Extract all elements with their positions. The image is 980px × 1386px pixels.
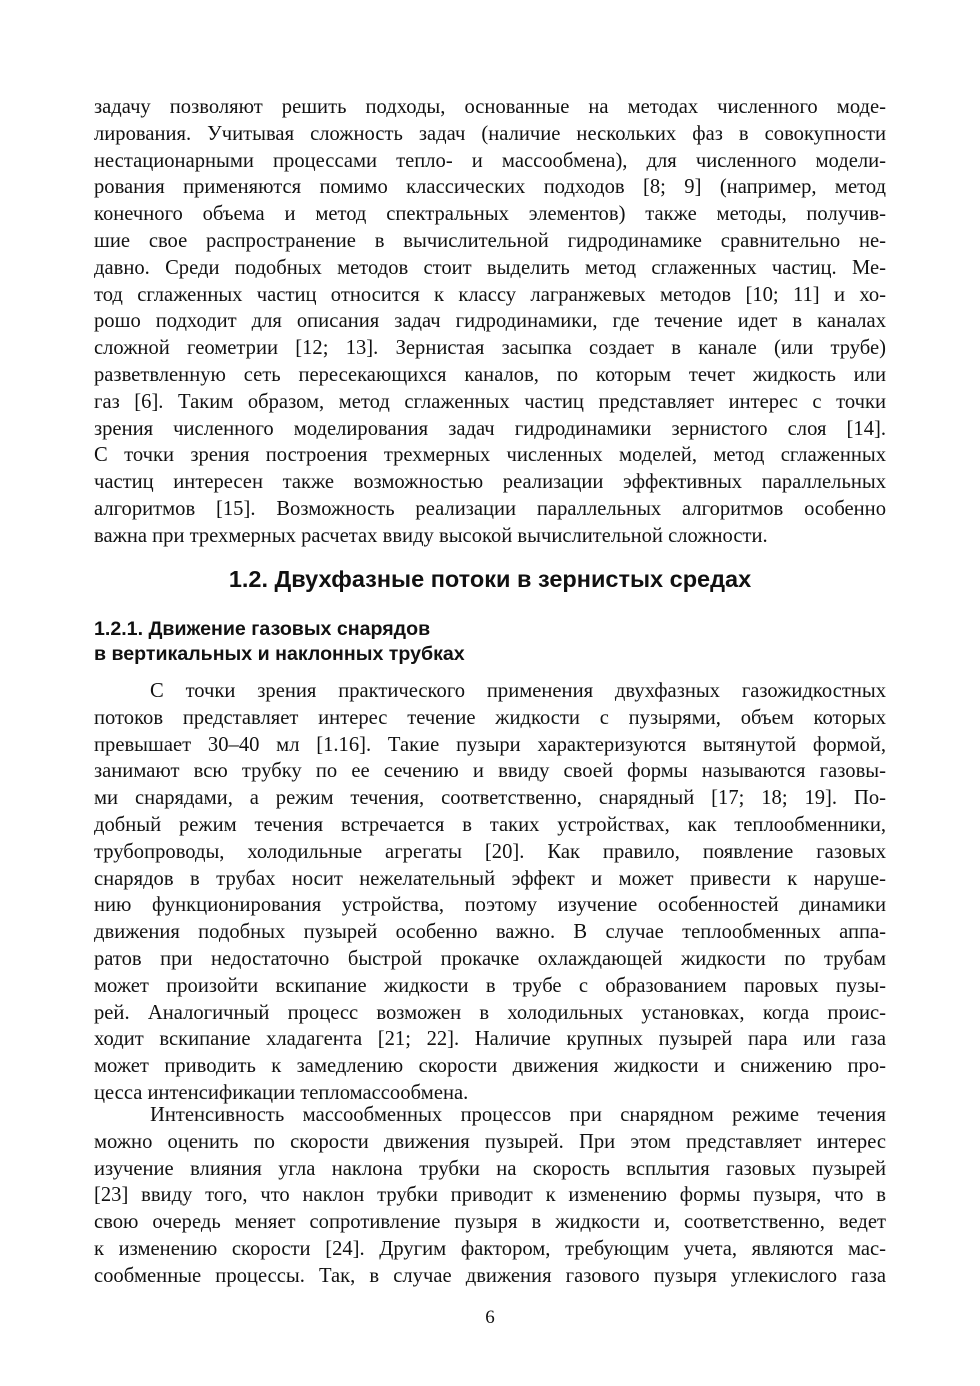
text-line: [23] ввиду того, что наклон трубки приводит к изменению формы пузыря, что в (94, 1184, 886, 1207)
text-line: С точки зрения практического применения двухфазных газожидкостных (150, 680, 886, 702)
text-line: конечного объема и метод спектральных элементов) также методы, получив- (94, 203, 886, 226)
text-line: давно. Среди подобных методов стоит выделить метод сглаженных частиц. Ме- (94, 256, 886, 279)
text-line: сложной геометрии [12; 13]. Зернистая засыпка создает в канале (или трубе) (94, 337, 886, 360)
text-line: газ [6]. Таким образом, метод сглаженных частиц представляет интерес с точки (94, 390, 886, 413)
paragraph-mass-transfer (94, 1102, 886, 1290)
text-line: может произойти вскипание жидкости в трубе с образованием паровых пузы- (94, 974, 886, 997)
text-line: превышает 30–40 мл [1.16]. Такие пузыри характеризуются вытянутой формой, (94, 733, 886, 756)
text-line: зрения численного моделирования задач гидродинамики зернистого слоя [14]. (94, 417, 886, 440)
text-line: задачу позволяют решить подходы, основанные на методах численного моде- (94, 96, 886, 118)
text-line: можно оценить по скорости движения пузырей. При этом представляет интерес (94, 1130, 886, 1153)
text-line: рей. Аналогичный процесс возможен в холодильных установках, когда проис- (94, 1001, 886, 1024)
text-line: алгоритмов [15]. Возможность реализации параллельных алгоритмов особенно (94, 497, 886, 520)
text-line: изучение влияния угла наклона трубки на скорость всплытия газовых пузырей (94, 1157, 886, 1180)
paragraph-numerical-methods (94, 94, 886, 550)
text-line: ратов при недостаточно быстрой прокачке охлаждающей жидкости по трубам (94, 947, 886, 970)
text-line: может приводить к замедлению скорости движения жидкости и снижению про- (94, 1055, 886, 1078)
text-line: тод сглаженных частиц относится к классу лагранжевых методов [10; 11] и хо- (94, 283, 886, 306)
text-line: к изменению скорости [24]. Другим фактором, требующим учета, являются мас- (94, 1237, 886, 1260)
text-line: ми снарядами, а режим течения, соответственно, снарядный [17; 18; 19]. По- (94, 787, 886, 810)
text-line: движения подобных пузырей особенно важно. В случае теплообменных аппа- (94, 921, 886, 944)
text-line: нию функционирования устройства, поэтому изучение особенностей динамики (94, 894, 886, 917)
text-line: занимают всю трубку по ее сечению и ввиду своей формы называются газовы- (94, 760, 886, 783)
text-line: рования применяются помимо классических подходов [8; 9] (например, метод (94, 176, 886, 199)
text-line: добный режим течения встречается в таких устройствах, как теплообменники, (94, 813, 886, 836)
subsection-heading-line: в вертикальных и наклонных трубках (94, 643, 465, 665)
paragraph-gas-slugs (94, 678, 886, 1107)
page-number: 6 (485, 1307, 495, 1328)
text-line: С точки зрения построения трехмерных численных моделей, метод сглаженных (94, 444, 886, 467)
text-line: потоков представляет интерес течение жидкости с пузырями, объем которых (94, 706, 886, 729)
text-line: цесса интенсификации тепломассообмена. (94, 1081, 469, 1104)
text-line: частиц интересен также возможностью реализации эффективных параллельных (94, 471, 886, 494)
text-line: Интенсивность массообменных процессов при снарядном режиме течения (150, 1104, 886, 1126)
text-line: важна при трехмерных расчетах ввиду высокой вычислительной сложности. (94, 524, 768, 547)
text-line: нестационарными процессами тепло- и массообмена), для численного модели- (94, 149, 886, 172)
text-line: рошо подходит для описания задач гидродинамики, где течение идет в каналах (94, 310, 886, 333)
text-line: снарядов в трубах носит нежелательный эффект и может привести к наруше- (94, 867, 886, 890)
text-line: разветвленную сеть пересекающихся каналов, по которым течет жидкость или (94, 363, 886, 386)
subsection-heading-line: 1.2.1. Движение газовых снарядов (94, 618, 431, 640)
subsection-heading (94, 617, 465, 667)
section-heading: 1.2. Двухфазные потоки в зернистых средах (228, 566, 752, 592)
text-line: трубопроводы, холодильные агрегаты [20]. Как правило, появление газовых (94, 840, 886, 863)
text-line: шие свое распространение в вычислительной гидродинамике сравнительно не- (94, 229, 886, 252)
text-line: свою очередь меняет сопротивление пузыря в жидкости и, соответственно, ведет (94, 1211, 886, 1234)
text-line: сообменные процессы. Так, в случае движения газового пузыря углекислого газа (94, 1264, 886, 1287)
text-line: лирования. Учитывая сложность задач (наличие нескольких фаз в совокупности (94, 122, 886, 145)
text-line: ходит вскипание хладагента [21; 22]. Наличие крупных пузырей пара или газа (94, 1028, 886, 1051)
